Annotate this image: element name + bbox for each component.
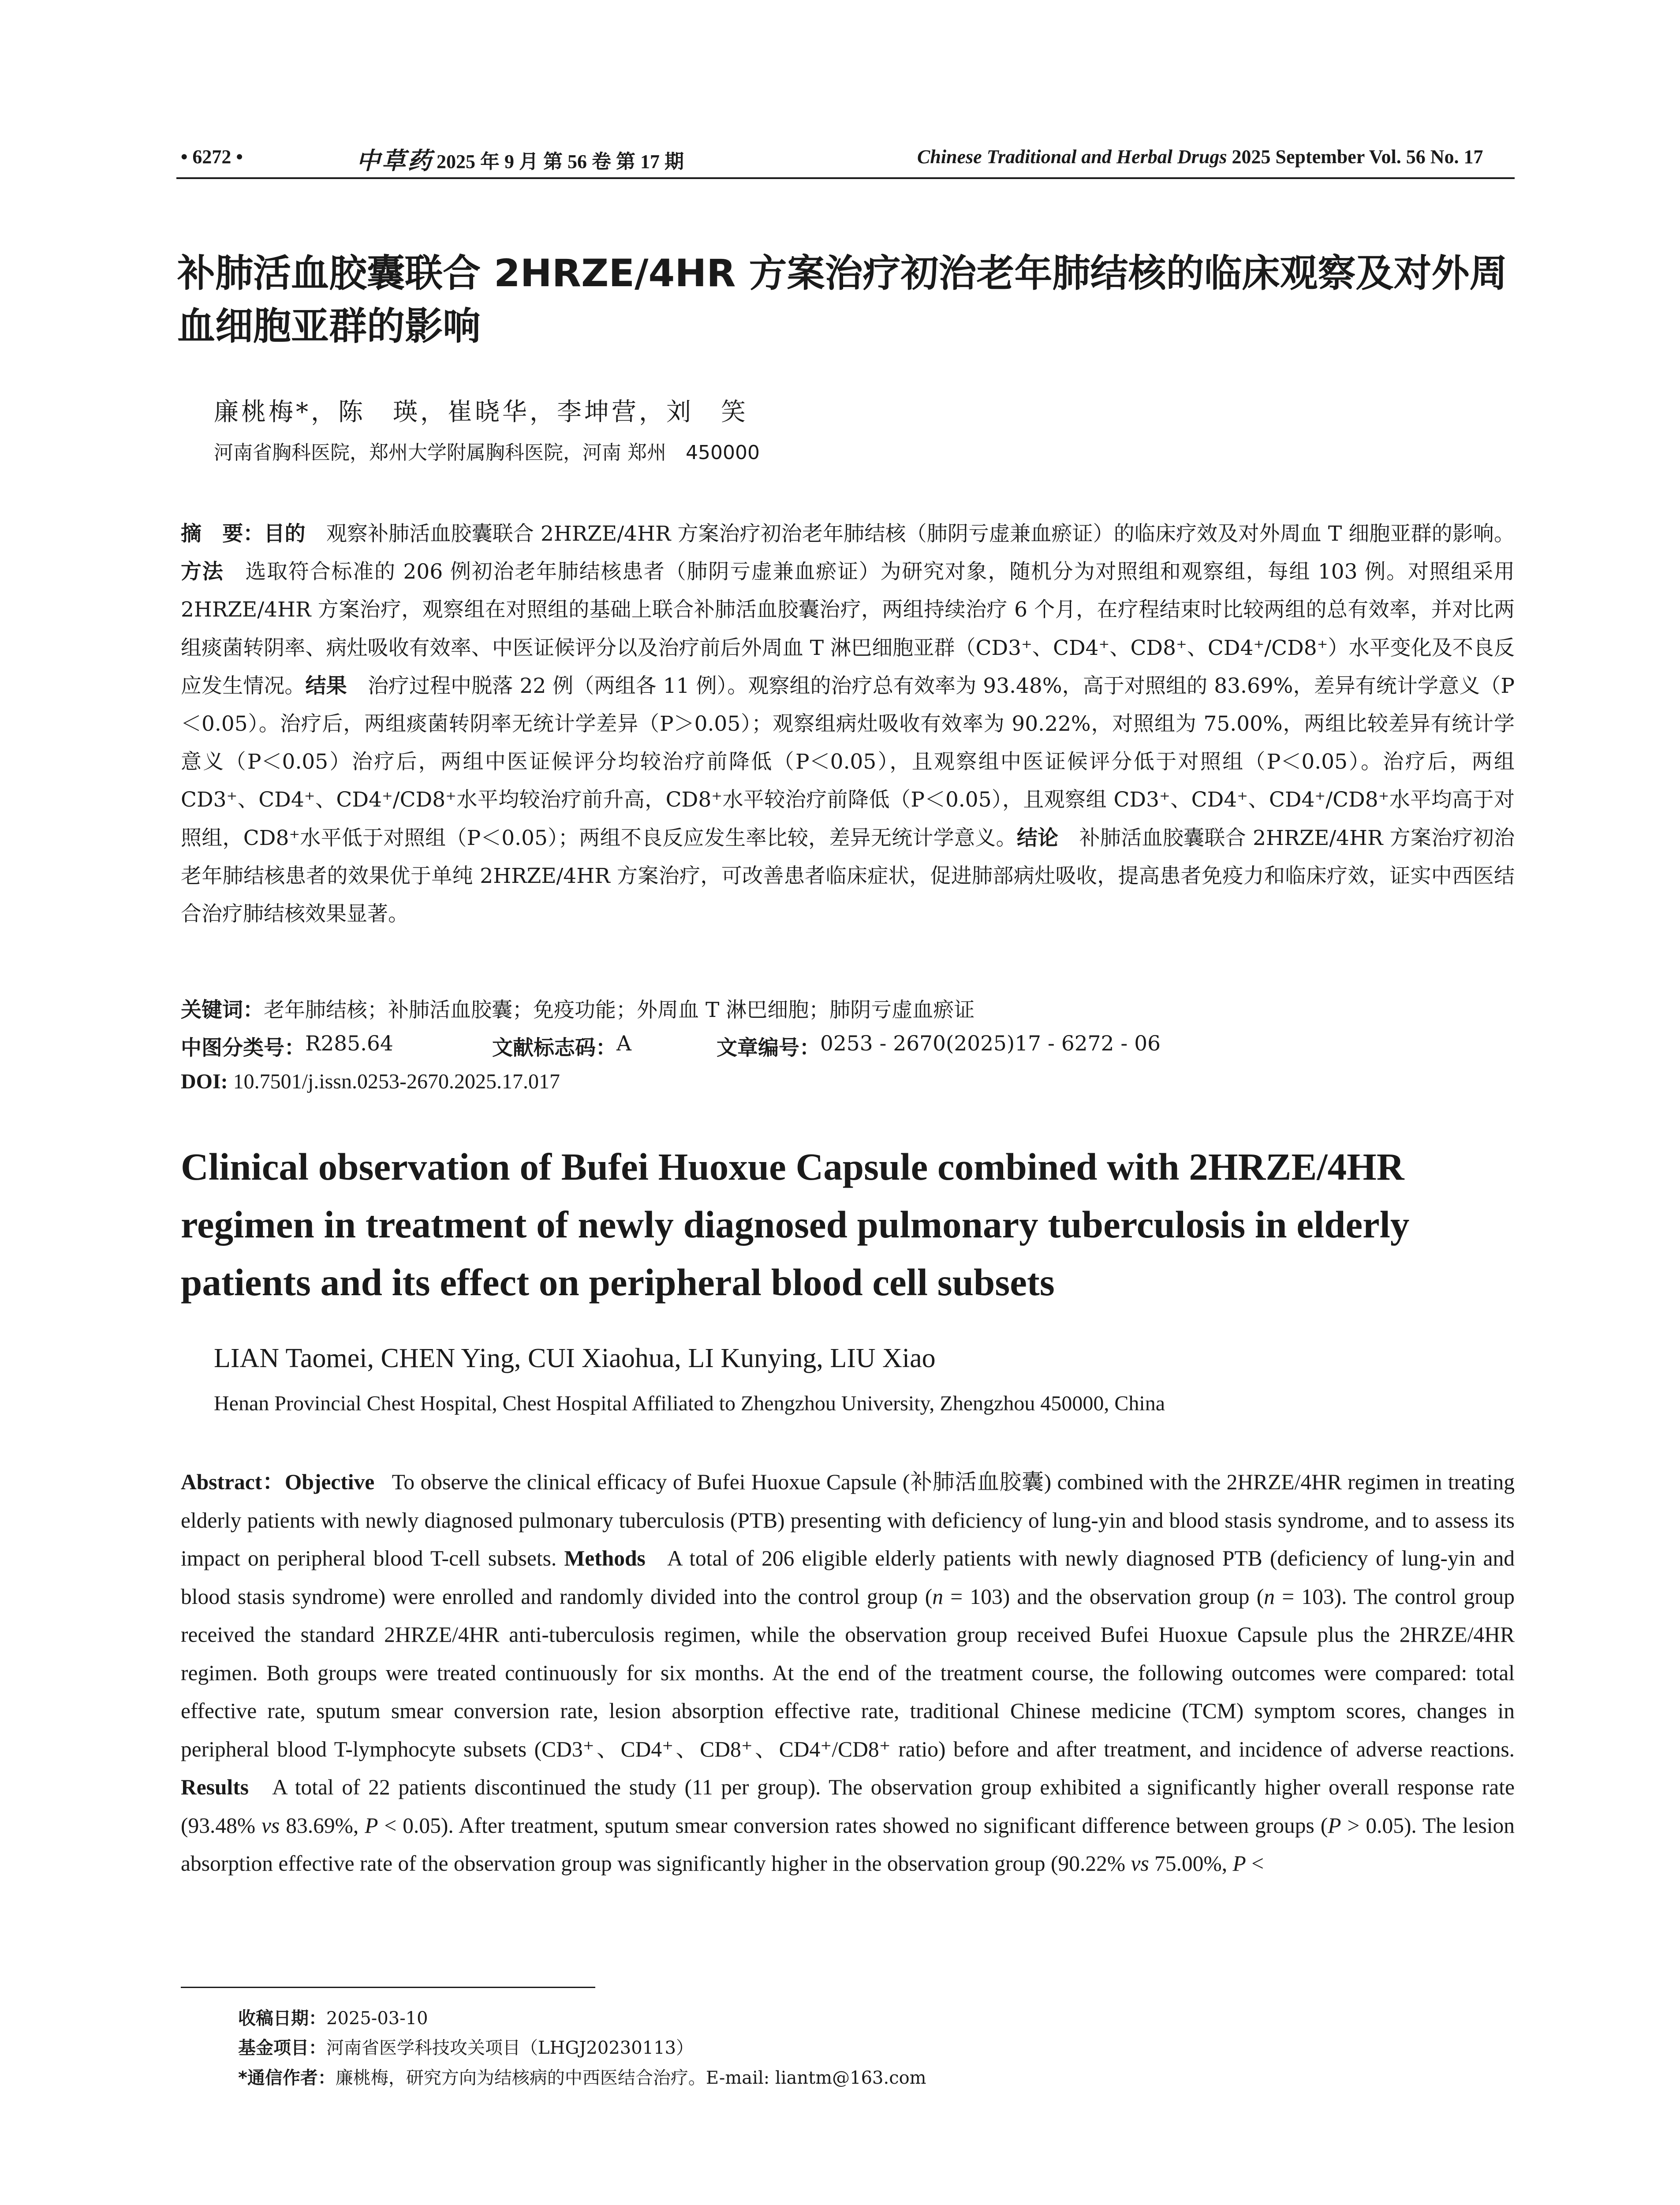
en-methods-label: Methods: [564, 1546, 646, 1570]
p-symbol: P: [1328, 1813, 1341, 1838]
doc-code-label: 文献标志码：: [492, 1036, 616, 1060]
p-symbol: P: [1232, 1851, 1246, 1876]
clc-field: [181, 1031, 393, 1061]
journal-info-en: [917, 146, 1483, 168]
footnote-received: [238, 2004, 428, 2029]
journal-name-cn: 中草药: [356, 148, 433, 174]
en-results-label: Results: [181, 1775, 249, 1799]
footnote-fund: [238, 2034, 694, 2059]
article-no-label: 文章编号：: [717, 1036, 820, 1060]
conclusion-text: 补肺活血胶囊联合 2HRZE/4HR 方案治疗初治老年肺结核患者的效果优于单纯 2HRZE/4HR 方案治疗，可改善患者临床症状，促进肺部病灶吸收，提高患者免疫力和临床疗效，证实中西医结合治疗肺结核效果显著。: [181, 826, 1515, 927]
corresponding-label: *通信作者：: [238, 2068, 336, 2088]
header-rule: [176, 177, 1515, 179]
objective-label: 目的: [264, 522, 306, 546]
keywords-line: [181, 994, 1515, 1023]
en-results-text-e: 75.00%,: [1149, 1851, 1233, 1876]
methods-label: 方法: [181, 560, 224, 584]
en-results-text-c: < 0.05). After treatment, sputum smear conversion rates showed no significant difference between groups (: [378, 1813, 1328, 1838]
en-results-text-b: 83.69%,: [280, 1813, 365, 1838]
chinese-title: 补肺活血胶囊联合 2HRZE/4HR 方案治疗初治老年肺结核的临床观察及对外周血细胞亚群的影响: [177, 251, 1508, 348]
footnote-rule: [181, 1987, 595, 1988]
journal-name-en: Chinese Traditional and Herbal Drugs: [917, 146, 1227, 168]
doi-value: 10.7501/j.issn.0253-2670.2025.17.017: [233, 1070, 560, 1093]
fund-label: 基金项目：: [238, 2038, 326, 2058]
footnote-corresponding: [238, 2064, 926, 2089]
english-affiliation: Henan Provincial Chest Hospital, Chest Hospital Affiliated to Zhengzhou University, Zhengzhou 450000, China: [214, 1392, 1165, 1415]
issue-info-cn: 2025 年 9 月 第 56 卷 第 17 期: [437, 151, 684, 172]
vs-symbol: vs: [261, 1813, 280, 1838]
conclusion-label: 结论: [1016, 826, 1059, 850]
corresponding-value: 廉桃梅，研究方向为结核病的中西医结合治疗。E-mail: liantm@163.com: [335, 2068, 926, 2088]
english-abstract: [181, 1463, 1515, 1883]
methods-text: 选取符合标准的 206 例初治老年肺结核患者（肺阴亏虚兼血瘀证）为研究对象，随机分为对照组和观察组，每组 103 例。对照组采用 2HRZE/4HR 方案治疗，观察组在对照组的基础上联合补肺活血胶囊治疗，两组持续治疗 6 个月，在疗程结束时比较两组的总有效率，并对比两组痰菌转阴率、病灶吸收有效率、中医证候评分以及治疗前后外周血 T 淋巴细胞亚群（CD3⁺、CD4⁺、CD8⁺、CD4⁺/CD8⁺）水平变化及不良反应发生情况。: [181, 560, 1515, 698]
running-header: [176, 142, 1515, 173]
english-authors: LIAN Taomei, CHEN Ying, CUI Xiaohua, LI Kunying, LIU Xiao: [214, 1343, 936, 1373]
n-symbol: n: [1264, 1584, 1275, 1609]
article-no-value: 0253 - 2670(2025)17 - 6272 - 06: [820, 1031, 1161, 1056]
keywords-text: 老年肺结核；补肺活血胶囊；免疫功能；外周血 T 淋巴细胞；肺阴亏虚血瘀证: [264, 998, 975, 1022]
abstract-label: 摘 要：: [181, 522, 264, 546]
n-symbol: n: [932, 1584, 944, 1609]
en-results-text-d: > 0.05). The lesion absorption effective rate of the observation group was significantly higher in the observation group (90.22%: [181, 1813, 1515, 1876]
en-results-text-f: <: [1246, 1851, 1264, 1876]
doi-label: DOI:: [181, 1070, 228, 1093]
article-no-field: [717, 1031, 1161, 1061]
en-methods-text-c: = 103). The control group received the standard 2HRZE/4HR anti-tuberculosis regimen, while the observation group received Bufei Huoxue Capsule plus the 2HRZE/4HR regimen. Both groups were treated continuously for six months. At the end of the treatment course, the following outcomes were compared: total effective rate, sputum smear conversion rate, lesion absorption effective rate, traditional Chinese medicine (TCM) symptom scores, changes in peripheral blood T-lymphocyte subsets (CD3⁺、CD4⁺、CD8⁺、CD4⁺/CD8⁺ ratio) before and after treatment, and incidence of adverse reactions.: [181, 1584, 1515, 1761]
en-methods-text-b: = 103) and the observation group (: [943, 1584, 1264, 1609]
received-value: 2025-03-10: [326, 2008, 428, 2029]
en-methods-text-a: A total of 206 eligible elderly patients with newly diagnosed PTB (deficiency of lung-yin and blood stasis syndrome) were enrolled and randomly divided into the control group (: [181, 1546, 1515, 1609]
clc-value: R285.64: [305, 1031, 393, 1056]
en-objective-label: Objective: [284, 1470, 375, 1494]
vs-symbol: vs: [1131, 1851, 1149, 1876]
objective-text: 观察补肺活血胶囊联合 2HRZE/4HR 方案治疗初治老年肺结核（肺阴亏虚兼血瘀证）的临床疗效及对外周血 T 细胞亚群的影响。: [326, 522, 1515, 546]
english-title: Clinical observation of Bufei Huoxue Capsule combined with 2HRZE/4HR regimen in treatment of newly diagnosed pulmonary tuberculosis in elderly patients and its effect on peripheral blood cell subsets: [181, 1145, 1410, 1304]
chinese-abstract: [181, 515, 1515, 933]
clc-label: 中图分类号：: [181, 1036, 305, 1060]
results-text: 治疗过程中脱落 22 例（两组各 11 例）。观察组的治疗总有效率为 93.48%，高于对照组的 83.69%，差异有统计学意义（P＜0.05）。治疗后，两组痰菌转阴率无统计学差异（P＞0.05）；观察组病灶吸收有效率为 90.22%，对照组为 75.00%，两组比较差异有统计学意义（P＜0.05）治疗后，两组中医证候评分均较治疗前降低（P＜0.05），且观察组中医证候评分低于对照组（P＜0.05）。治疗后，两组 CD3⁺、CD4⁺、CD4⁺/CD8⁺水平均较治疗前升高，CD8⁺水平较治疗前降低（P＜0.05），且观察组 CD3⁺、CD4⁺、CD4⁺/CD8⁺水平均高于对照组，CD8⁺水平低于对照组（P＜0.05）；两组不良反应发生率比较，差异无统计学意义。: [181, 673, 1515, 850]
keywords-label: 关键词：: [181, 998, 264, 1022]
chinese-affiliation: 河南省胸科医院，郑州大学附属胸科医院，河南 郑州 450000: [214, 441, 760, 464]
fund-value: 河南省医学科技攻关项目（LHGJ20230113）: [326, 2038, 694, 2058]
doc-code-value: A: [616, 1031, 631, 1056]
doi-line: [181, 1069, 1515, 1094]
doc-code-field: [492, 1031, 631, 1061]
en-abstract-label: Abstract：: [181, 1470, 285, 1494]
en-results-text-a: A total of 22 patients discontinued the study (11 per group). The observation group exhibited a significantly higher overall response rate (93.48%: [181, 1775, 1515, 1838]
p-symbol: P: [365, 1813, 378, 1838]
received-label: 收稿日期：: [238, 2008, 326, 2029]
issue-info-en: 2025 September Vol. 56 No. 17: [1232, 146, 1483, 168]
en-objective-text: To observe the clinical efficacy of Bufei Huoxue Capsule (补肺活血胶囊) combined with the 2HRZE/4HR regimen in treating elderly patients with newly diagnosed pulmonary tuberculosis (PTB) presenting with deficiency of lung-yin and blood stasis syndrome, and to assess its impact on peripheral blood T-cell subsets.: [181, 1470, 1515, 1570]
page-number: • 6272 •: [181, 146, 243, 168]
results-label: 结果: [305, 673, 347, 698]
chinese-authors: 廉桃梅*，陈 瑛，崔晓华，李坤营，刘 笑: [214, 398, 748, 426]
